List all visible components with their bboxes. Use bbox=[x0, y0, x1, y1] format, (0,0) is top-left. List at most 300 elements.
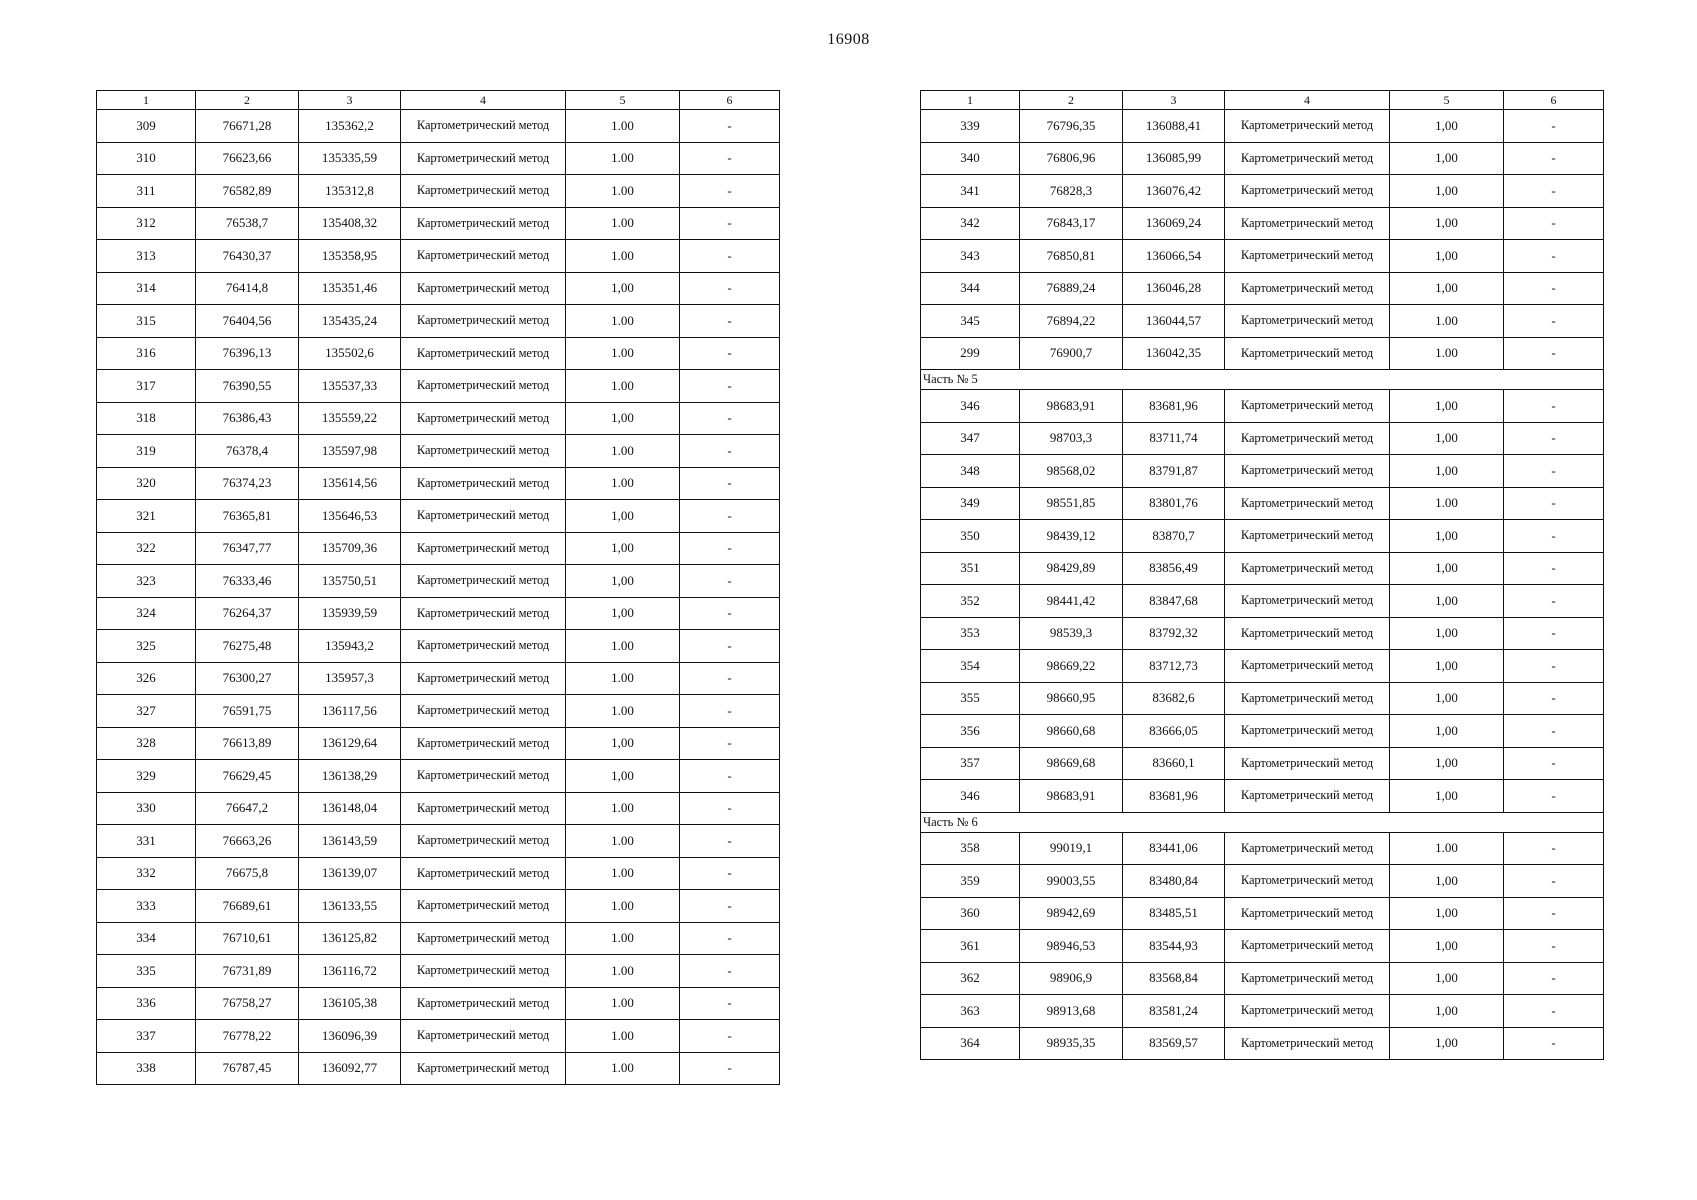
table-row bbox=[921, 422, 1604, 455]
accuracy-cell: 1.00 bbox=[566, 955, 680, 988]
table-row bbox=[921, 715, 1604, 748]
y-coordinate-cell: 83711,74 bbox=[1123, 422, 1225, 455]
column-header: 4 bbox=[1225, 91, 1390, 110]
accuracy-cell: 1,00 bbox=[566, 272, 680, 305]
note-cell: - bbox=[1504, 1027, 1604, 1060]
note-cell: - bbox=[680, 435, 780, 468]
x-coordinate-cell: 76647,2 bbox=[196, 792, 299, 825]
accuracy-cell: 1,00 bbox=[1390, 175, 1504, 208]
accuracy-cell: 1.00 bbox=[566, 435, 680, 468]
x-coordinate-cell: 76378,4 bbox=[196, 435, 299, 468]
y-coordinate-cell: 136069,24 bbox=[1123, 207, 1225, 240]
accuracy-cell: 1,00 bbox=[566, 402, 680, 435]
table-row bbox=[921, 585, 1604, 618]
accuracy-cell: 1.00 bbox=[566, 987, 680, 1020]
table-row bbox=[921, 1027, 1604, 1060]
point-number-cell: 329 bbox=[97, 760, 196, 793]
method-cell: Картометрический метод bbox=[401, 727, 566, 760]
method-cell: Картометрический метод bbox=[1225, 487, 1390, 520]
note-cell: - bbox=[680, 955, 780, 988]
accuracy-cell: 1,00 bbox=[566, 597, 680, 630]
x-coordinate-cell: 76365,81 bbox=[196, 500, 299, 533]
accuracy-cell: 1,00 bbox=[1390, 747, 1504, 780]
point-number-cell: 325 bbox=[97, 630, 196, 663]
point-number-cell: 360 bbox=[921, 897, 1020, 930]
y-coordinate-cell: 136096,39 bbox=[299, 1020, 401, 1053]
table-row bbox=[97, 110, 780, 143]
method-cell: Картометрический метод bbox=[401, 175, 566, 208]
point-number-cell: 346 bbox=[921, 390, 1020, 423]
accuracy-cell: 1,00 bbox=[1390, 865, 1504, 898]
method-cell: Картометрический метод bbox=[1225, 682, 1390, 715]
y-coordinate-cell: 83870,7 bbox=[1123, 520, 1225, 553]
table-row bbox=[97, 890, 780, 923]
accuracy-cell: 1.00 bbox=[566, 305, 680, 338]
point-number-cell: 310 bbox=[97, 142, 196, 175]
x-coordinate-cell: 98429,89 bbox=[1020, 552, 1123, 585]
table-row bbox=[97, 565, 780, 598]
point-number-cell: 299 bbox=[921, 337, 1020, 370]
method-cell: Картометрический метод bbox=[1225, 110, 1390, 143]
x-coordinate-cell: 98683,91 bbox=[1020, 780, 1123, 813]
method-cell: Картометрический метод bbox=[401, 955, 566, 988]
table-row bbox=[97, 337, 780, 370]
table-row bbox=[97, 500, 780, 533]
note-cell: - bbox=[680, 792, 780, 825]
x-coordinate-cell: 98669,22 bbox=[1020, 650, 1123, 683]
y-coordinate-cell: 136133,55 bbox=[299, 890, 401, 923]
point-number-cell: 331 bbox=[97, 825, 196, 858]
method-cell: Картометрический метод bbox=[401, 435, 566, 468]
y-coordinate-cell: 136085,99 bbox=[1123, 142, 1225, 175]
method-cell: Картометрический метод bbox=[401, 922, 566, 955]
note-cell: - bbox=[1504, 715, 1604, 748]
x-coordinate-cell: 98568,02 bbox=[1020, 455, 1123, 488]
y-coordinate-cell: 136125,82 bbox=[299, 922, 401, 955]
table-row bbox=[97, 727, 780, 760]
method-cell: Картометрический метод bbox=[1225, 995, 1390, 1028]
table-row bbox=[921, 747, 1604, 780]
x-coordinate-cell: 76414,8 bbox=[196, 272, 299, 305]
point-number-cell: 334 bbox=[97, 922, 196, 955]
table-row bbox=[921, 175, 1604, 208]
note-cell: - bbox=[1504, 780, 1604, 813]
accuracy-cell: 1,00 bbox=[1390, 110, 1504, 143]
note-cell: - bbox=[680, 825, 780, 858]
accuracy-cell: 1,00 bbox=[1390, 780, 1504, 813]
x-coordinate-cell: 76623,66 bbox=[196, 142, 299, 175]
note-cell: - bbox=[1504, 585, 1604, 618]
point-number-cell: 352 bbox=[921, 585, 1020, 618]
method-cell: Картометрический метод bbox=[1225, 715, 1390, 748]
y-coordinate-cell: 136046,28 bbox=[1123, 272, 1225, 305]
y-coordinate-cell: 135537,33 bbox=[299, 370, 401, 403]
point-number-cell: 362 bbox=[921, 962, 1020, 995]
method-cell: Картометрический метод bbox=[1225, 780, 1390, 813]
point-number-cell: 340 bbox=[921, 142, 1020, 175]
x-coordinate-cell: 76671,28 bbox=[196, 110, 299, 143]
method-cell: Картометрический метод bbox=[1225, 142, 1390, 175]
note-cell: - bbox=[680, 305, 780, 338]
accuracy-cell: 1,00 bbox=[1390, 650, 1504, 683]
accuracy-cell: 1,00 bbox=[1390, 682, 1504, 715]
y-coordinate-cell: 136044,57 bbox=[1123, 305, 1225, 338]
point-number-cell: 353 bbox=[921, 617, 1020, 650]
column-header: 5 bbox=[1390, 91, 1504, 110]
accuracy-cell: 1.00 bbox=[566, 240, 680, 273]
y-coordinate-cell: 135312,8 bbox=[299, 175, 401, 208]
method-cell: Картометрический метод bbox=[1225, 650, 1390, 683]
y-coordinate-cell: 135335,59 bbox=[299, 142, 401, 175]
point-number-cell: 330 bbox=[97, 792, 196, 825]
table-row bbox=[97, 955, 780, 988]
x-coordinate-cell: 76390,55 bbox=[196, 370, 299, 403]
note-cell: - bbox=[1504, 207, 1604, 240]
note-cell: - bbox=[680, 370, 780, 403]
accuracy-cell: 1,00 bbox=[1390, 962, 1504, 995]
method-cell: Картометрический метод bbox=[1225, 520, 1390, 553]
accuracy-cell: 1.00 bbox=[566, 1020, 680, 1053]
note-cell: - bbox=[1504, 272, 1604, 305]
y-coordinate-cell: 136129,64 bbox=[299, 727, 401, 760]
table-row bbox=[97, 987, 780, 1020]
method-cell: Картометрический метод bbox=[1225, 552, 1390, 585]
accuracy-cell: 1,00 bbox=[1390, 455, 1504, 488]
accuracy-cell: 1.00 bbox=[566, 175, 680, 208]
table-row bbox=[921, 142, 1604, 175]
note-cell: - bbox=[1504, 175, 1604, 208]
method-cell: Картометрический метод bbox=[401, 597, 566, 630]
x-coordinate-cell: 76396,13 bbox=[196, 337, 299, 370]
accuracy-cell: 1,00 bbox=[1390, 930, 1504, 963]
point-number-cell: 337 bbox=[97, 1020, 196, 1053]
note-cell: - bbox=[680, 175, 780, 208]
accuracy-cell: 1.00 bbox=[566, 695, 680, 728]
method-cell: Картометрический метод bbox=[401, 1052, 566, 1085]
x-coordinate-cell: 76430,37 bbox=[196, 240, 299, 273]
point-number-cell: 342 bbox=[921, 207, 1020, 240]
point-number-cell: 320 bbox=[97, 467, 196, 500]
coordinates-table-left bbox=[96, 90, 780, 1085]
note-cell: - bbox=[680, 272, 780, 305]
note-cell: - bbox=[1504, 422, 1604, 455]
x-coordinate-cell: 76758,27 bbox=[196, 987, 299, 1020]
method-cell: Картометрический метод bbox=[401, 792, 566, 825]
point-number-cell: 339 bbox=[921, 110, 1020, 143]
accuracy-cell: 1,00 bbox=[1390, 272, 1504, 305]
point-number-cell: 358 bbox=[921, 832, 1020, 865]
note-cell: - bbox=[680, 500, 780, 533]
x-coordinate-cell: 98942,69 bbox=[1020, 897, 1123, 930]
method-cell: Картометрический метод bbox=[1225, 305, 1390, 338]
column-header: 6 bbox=[680, 91, 780, 110]
y-coordinate-cell: 83666,05 bbox=[1123, 715, 1225, 748]
x-coordinate-cell: 76843,17 bbox=[1020, 207, 1123, 240]
table-row bbox=[921, 780, 1604, 813]
note-cell: - bbox=[680, 142, 780, 175]
point-number-cell: 319 bbox=[97, 435, 196, 468]
accuracy-cell: 1,00 bbox=[1390, 142, 1504, 175]
accuracy-cell: 1.00 bbox=[566, 110, 680, 143]
accuracy-cell: 1.00 bbox=[566, 467, 680, 500]
table-row bbox=[97, 207, 780, 240]
note-cell: - bbox=[1504, 305, 1604, 338]
y-coordinate-cell: 83712,73 bbox=[1123, 650, 1225, 683]
method-cell: Картометрический метод bbox=[401, 370, 566, 403]
accuracy-cell: 1,00 bbox=[566, 727, 680, 760]
x-coordinate-cell: 98439,12 bbox=[1020, 520, 1123, 553]
section-label: Часть № 6 bbox=[921, 812, 1604, 832]
y-coordinate-cell: 83480,84 bbox=[1123, 865, 1225, 898]
accuracy-cell: 1.00 bbox=[566, 857, 680, 890]
table-row bbox=[921, 930, 1604, 963]
y-coordinate-cell: 136042,35 bbox=[1123, 337, 1225, 370]
accuracy-cell: 1,00 bbox=[1390, 1027, 1504, 1060]
y-coordinate-cell: 136138,29 bbox=[299, 760, 401, 793]
x-coordinate-cell: 76731,89 bbox=[196, 955, 299, 988]
y-coordinate-cell: 83856,49 bbox=[1123, 552, 1225, 585]
x-coordinate-cell: 76300,27 bbox=[196, 662, 299, 695]
method-cell: Картометрический метод bbox=[401, 662, 566, 695]
column-header: 1 bbox=[921, 91, 1020, 110]
x-coordinate-cell: 98683,91 bbox=[1020, 390, 1123, 423]
table-row bbox=[97, 922, 780, 955]
accuracy-cell: 1,00 bbox=[1390, 617, 1504, 650]
table-row bbox=[921, 552, 1604, 585]
point-number-cell: 313 bbox=[97, 240, 196, 273]
note-cell: - bbox=[680, 207, 780, 240]
method-cell: Картометрический метод bbox=[1225, 865, 1390, 898]
note-cell: - bbox=[1504, 142, 1604, 175]
table-row bbox=[97, 825, 780, 858]
accuracy-cell: 1.00 bbox=[566, 922, 680, 955]
y-coordinate-cell: 136088,41 bbox=[1123, 110, 1225, 143]
x-coordinate-cell: 98935,35 bbox=[1020, 1027, 1123, 1060]
method-cell: Картометрический метод bbox=[401, 305, 566, 338]
point-number-cell: 363 bbox=[921, 995, 1020, 1028]
table-row bbox=[921, 682, 1604, 715]
method-cell: Картометрический метод bbox=[1225, 337, 1390, 370]
method-cell: Картометрический метод bbox=[1225, 272, 1390, 305]
x-coordinate-cell: 98539,3 bbox=[1020, 617, 1123, 650]
x-coordinate-cell: 98660,95 bbox=[1020, 682, 1123, 715]
note-cell: - bbox=[1504, 337, 1604, 370]
x-coordinate-cell: 76828,3 bbox=[1020, 175, 1123, 208]
y-coordinate-cell: 135597,98 bbox=[299, 435, 401, 468]
y-coordinate-cell: 83792,32 bbox=[1123, 617, 1225, 650]
note-cell: - bbox=[680, 240, 780, 273]
y-coordinate-cell: 83485,51 bbox=[1123, 897, 1225, 930]
table-row bbox=[921, 240, 1604, 273]
note-cell: - bbox=[680, 630, 780, 663]
table-row bbox=[921, 865, 1604, 898]
table-row bbox=[97, 630, 780, 663]
x-coordinate-cell: 76613,89 bbox=[196, 727, 299, 760]
x-coordinate-cell: 76663,26 bbox=[196, 825, 299, 858]
table-row bbox=[97, 402, 780, 435]
x-coordinate-cell: 98946,53 bbox=[1020, 930, 1123, 963]
table-row bbox=[97, 760, 780, 793]
method-cell: Картометрический метод bbox=[1225, 207, 1390, 240]
note-cell: - bbox=[1504, 832, 1604, 865]
accuracy-cell: 1.00 bbox=[566, 142, 680, 175]
note-cell: - bbox=[680, 695, 780, 728]
note-cell: - bbox=[680, 565, 780, 598]
table-row bbox=[97, 305, 780, 338]
note-cell: - bbox=[1504, 110, 1604, 143]
section-row bbox=[921, 812, 1604, 832]
y-coordinate-cell: 136076,42 bbox=[1123, 175, 1225, 208]
accuracy-cell: 1,00 bbox=[1390, 422, 1504, 455]
table-row bbox=[921, 272, 1604, 305]
table-row bbox=[921, 110, 1604, 143]
point-number-cell: 350 bbox=[921, 520, 1020, 553]
table-row bbox=[921, 207, 1604, 240]
table-row bbox=[921, 617, 1604, 650]
table-row bbox=[97, 1020, 780, 1053]
accuracy-cell: 1,00 bbox=[566, 500, 680, 533]
accuracy-cell: 1.00 bbox=[566, 662, 680, 695]
note-cell: - bbox=[1504, 897, 1604, 930]
table-header-row bbox=[921, 91, 1604, 110]
column-header: 4 bbox=[401, 91, 566, 110]
y-coordinate-cell: 136116,72 bbox=[299, 955, 401, 988]
x-coordinate-cell: 76894,22 bbox=[1020, 305, 1123, 338]
point-number-cell: 347 bbox=[921, 422, 1020, 455]
table-row bbox=[97, 1052, 780, 1085]
x-coordinate-cell: 76374,23 bbox=[196, 467, 299, 500]
method-cell: Картометрический метод bbox=[401, 110, 566, 143]
note-cell: - bbox=[680, 922, 780, 955]
accuracy-cell: 1.00 bbox=[1390, 832, 1504, 865]
x-coordinate-cell: 76689,61 bbox=[196, 890, 299, 923]
method-cell: Картометрический метод bbox=[401, 695, 566, 728]
note-cell: - bbox=[1504, 552, 1604, 585]
note-cell: - bbox=[680, 890, 780, 923]
page-number: 16908 bbox=[827, 31, 870, 48]
accuracy-cell: 1,00 bbox=[1390, 585, 1504, 618]
note-cell: - bbox=[680, 467, 780, 500]
method-cell: Картометрический метод bbox=[1225, 175, 1390, 208]
y-coordinate-cell: 135351,46 bbox=[299, 272, 401, 305]
accuracy-cell: 1.00 bbox=[1390, 337, 1504, 370]
y-coordinate-cell: 135559,22 bbox=[299, 402, 401, 435]
point-number-cell: 327 bbox=[97, 695, 196, 728]
accuracy-cell: 1.00 bbox=[566, 825, 680, 858]
y-coordinate-cell: 83581,24 bbox=[1123, 995, 1225, 1028]
section-label: Часть № 5 bbox=[921, 370, 1604, 390]
x-coordinate-cell: 76796,35 bbox=[1020, 110, 1123, 143]
table-row bbox=[921, 390, 1604, 423]
point-number-cell: 344 bbox=[921, 272, 1020, 305]
note-cell: - bbox=[1504, 865, 1604, 898]
note-cell: - bbox=[680, 1020, 780, 1053]
point-number-cell: 333 bbox=[97, 890, 196, 923]
method-cell: Картометрический метод bbox=[401, 467, 566, 500]
table-row bbox=[97, 792, 780, 825]
note-cell: - bbox=[680, 987, 780, 1020]
y-coordinate-cell: 135646,53 bbox=[299, 500, 401, 533]
table-row bbox=[921, 832, 1604, 865]
point-number-cell: 321 bbox=[97, 500, 196, 533]
method-cell: Картометрический метод bbox=[401, 630, 566, 663]
point-number-cell: 335 bbox=[97, 955, 196, 988]
y-coordinate-cell: 83568,84 bbox=[1123, 962, 1225, 995]
point-number-cell: 318 bbox=[97, 402, 196, 435]
note-cell: - bbox=[680, 597, 780, 630]
table-row bbox=[97, 435, 780, 468]
y-coordinate-cell: 135750,51 bbox=[299, 565, 401, 598]
method-cell: Картометрический метод bbox=[401, 565, 566, 598]
y-coordinate-cell: 136117,56 bbox=[299, 695, 401, 728]
point-number-cell: 354 bbox=[921, 650, 1020, 683]
accuracy-cell: 1,00 bbox=[1390, 520, 1504, 553]
y-coordinate-cell: 135939,59 bbox=[299, 597, 401, 630]
table-row bbox=[921, 650, 1604, 683]
note-cell: - bbox=[680, 337, 780, 370]
point-number-cell: 314 bbox=[97, 272, 196, 305]
method-cell: Картометрический метод bbox=[401, 337, 566, 370]
method-cell: Картометрический метод bbox=[1225, 455, 1390, 488]
method-cell: Картометрический метод bbox=[401, 142, 566, 175]
accuracy-cell: 1.00 bbox=[1390, 487, 1504, 520]
accuracy-cell: 1,00 bbox=[1390, 715, 1504, 748]
y-coordinate-cell: 135408,32 bbox=[299, 207, 401, 240]
point-number-cell: 351 bbox=[921, 552, 1020, 585]
point-number-cell: 341 bbox=[921, 175, 1020, 208]
method-cell: Картометрический метод bbox=[1225, 930, 1390, 963]
method-cell: Картометрический метод bbox=[401, 987, 566, 1020]
method-cell: Картометрический метод bbox=[401, 240, 566, 273]
accuracy-cell: 1,00 bbox=[1390, 897, 1504, 930]
point-number-cell: 316 bbox=[97, 337, 196, 370]
accuracy-cell: 1,00 bbox=[1390, 552, 1504, 585]
table-row bbox=[921, 305, 1604, 338]
note-cell: - bbox=[1504, 962, 1604, 995]
point-number-cell: 312 bbox=[97, 207, 196, 240]
y-coordinate-cell: 136143,59 bbox=[299, 825, 401, 858]
x-coordinate-cell: 98669,68 bbox=[1020, 747, 1123, 780]
x-coordinate-cell: 76629,45 bbox=[196, 760, 299, 793]
accuracy-cell: 1,00 bbox=[1390, 390, 1504, 423]
table-row bbox=[97, 597, 780, 630]
y-coordinate-cell: 136139,07 bbox=[299, 857, 401, 890]
x-coordinate-cell: 76710,61 bbox=[196, 922, 299, 955]
y-coordinate-cell: 135502,6 bbox=[299, 337, 401, 370]
x-coordinate-cell: 76787,45 bbox=[196, 1052, 299, 1085]
note-cell: - bbox=[680, 532, 780, 565]
y-coordinate-cell: 83791,87 bbox=[1123, 455, 1225, 488]
method-cell: Картометрический метод bbox=[401, 532, 566, 565]
method-cell: Картометрический метод bbox=[401, 890, 566, 923]
note-cell: - bbox=[680, 857, 780, 890]
point-number-cell: 345 bbox=[921, 305, 1020, 338]
table-row bbox=[97, 857, 780, 890]
method-cell: Картометрический метод bbox=[1225, 422, 1390, 455]
table-row bbox=[921, 520, 1604, 553]
y-coordinate-cell: 83682,6 bbox=[1123, 682, 1225, 715]
x-coordinate-cell: 98913,68 bbox=[1020, 995, 1123, 1028]
accuracy-cell: 1.00 bbox=[566, 1052, 680, 1085]
y-coordinate-cell: 136066,54 bbox=[1123, 240, 1225, 273]
accuracy-cell: 1.00 bbox=[566, 337, 680, 370]
note-cell: - bbox=[1504, 995, 1604, 1028]
method-cell: Картометрический метод bbox=[1225, 1027, 1390, 1060]
x-coordinate-cell: 76404,56 bbox=[196, 305, 299, 338]
y-coordinate-cell: 83569,57 bbox=[1123, 1027, 1225, 1060]
column-header: 1 bbox=[97, 91, 196, 110]
point-number-cell: 338 bbox=[97, 1052, 196, 1085]
